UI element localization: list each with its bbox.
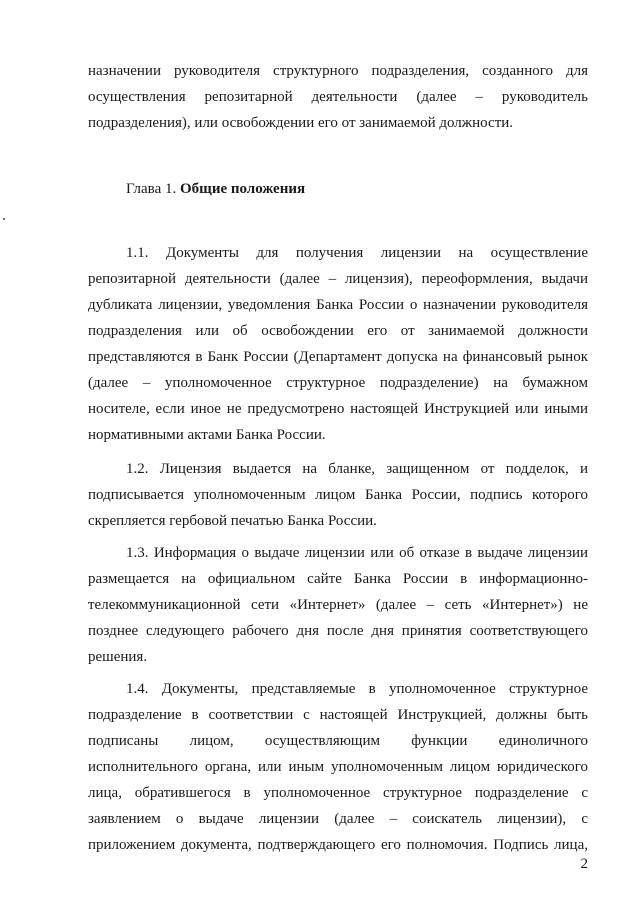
paragraph-1-4-line: подразделение в соответствии с настоящей Инструкцией, должны быть	[88, 707, 588, 723]
paragraph-1-4-line: заявлением о выдаче лицензии (далее – соискатель лицензии), с	[88, 811, 588, 827]
paragraph-1-1-line: нормативными актами Банка России.	[88, 427, 326, 443]
page-number: 2	[580, 856, 588, 872]
paragraph-1-3-line: размещается на официальном сайте Банка России в информационно-	[88, 571, 588, 587]
paragraph-1-3-line: позднее следующего рабочего дня после дня принятия соответствующего	[88, 623, 588, 639]
paragraph-1-1-line: дубликата лицензии, уведомления Банка России о назначении руководителя	[88, 297, 588, 313]
chapter-number: Глава 1.	[126, 181, 177, 197]
paragraph-1-2-line: 1.2. Лицензия выдается на бланке, защищенном от подделок, и	[126, 461, 588, 477]
paragraph-1-4-line: подписаны лицом, осуществляющим функции единоличного	[88, 733, 588, 749]
scan-speck	[3, 218, 5, 220]
paragraph-1-4-line: приложением документа, подтверждающего его полномочия. Подпись лица,	[88, 837, 588, 853]
chapter-heading	[126, 176, 305, 202]
paragraph-1-2-line: скрепляется гербовой печатью Банка России.	[88, 513, 377, 529]
chapter-title: Общие положения	[179, 181, 306, 197]
paragraph-1-4-line: 1.4. Документы, представляемые в уполномоченное структурное	[126, 681, 588, 697]
intro-line: подразделения), или освобождении его от занимаемой должности.	[88, 115, 514, 131]
paragraph-1-1-line: подразделения или об освобождении его от занимаемой должности	[88, 323, 588, 339]
paragraph-1-4-line: лица, обратившегося в уполномоченное структурное подразделение с	[88, 785, 588, 801]
intro-line: назначении руководителя структурного подразделения, созданного для	[88, 63, 588, 79]
paragraph-1-2-line: подписывается уполномоченным лицом Банка России, подпись которого	[88, 487, 588, 503]
paragraph-1-3-line: 1.3. Информация о выдаче лицензии или об отказе в выдаче лицензии	[126, 545, 588, 561]
paragraph-1-1-line: репозитарной деятельности (далее – лицензия), переоформления, выдачи	[88, 271, 588, 287]
paragraph-1-1-line: (далее – уполномоченное структурное подразделение) на бумажном	[88, 375, 588, 391]
intro-line: осуществления репозитарной деятельности (далее – руководитель	[88, 89, 588, 105]
paragraph-1-1-line: 1.1. Документы для получения лицензии на осуществление	[126, 245, 588, 261]
paragraph-1-1-line: представляются в Банк России (Департамент допуска на финансовый рынок	[88, 349, 588, 365]
paragraph-1-3-line: телекоммуникационной сети «Интернет» (далее – сеть «Интернет») не	[88, 597, 588, 613]
paragraph-1-3-line: решения.	[88, 649, 148, 665]
paragraph-1-1-line: носителе, если иное не предусмотрено настоящей Инструкцией или иными	[88, 401, 588, 417]
paragraph-1-4-line: исполнительного органа, или иным уполномоченным лицом юридического	[88, 759, 588, 775]
